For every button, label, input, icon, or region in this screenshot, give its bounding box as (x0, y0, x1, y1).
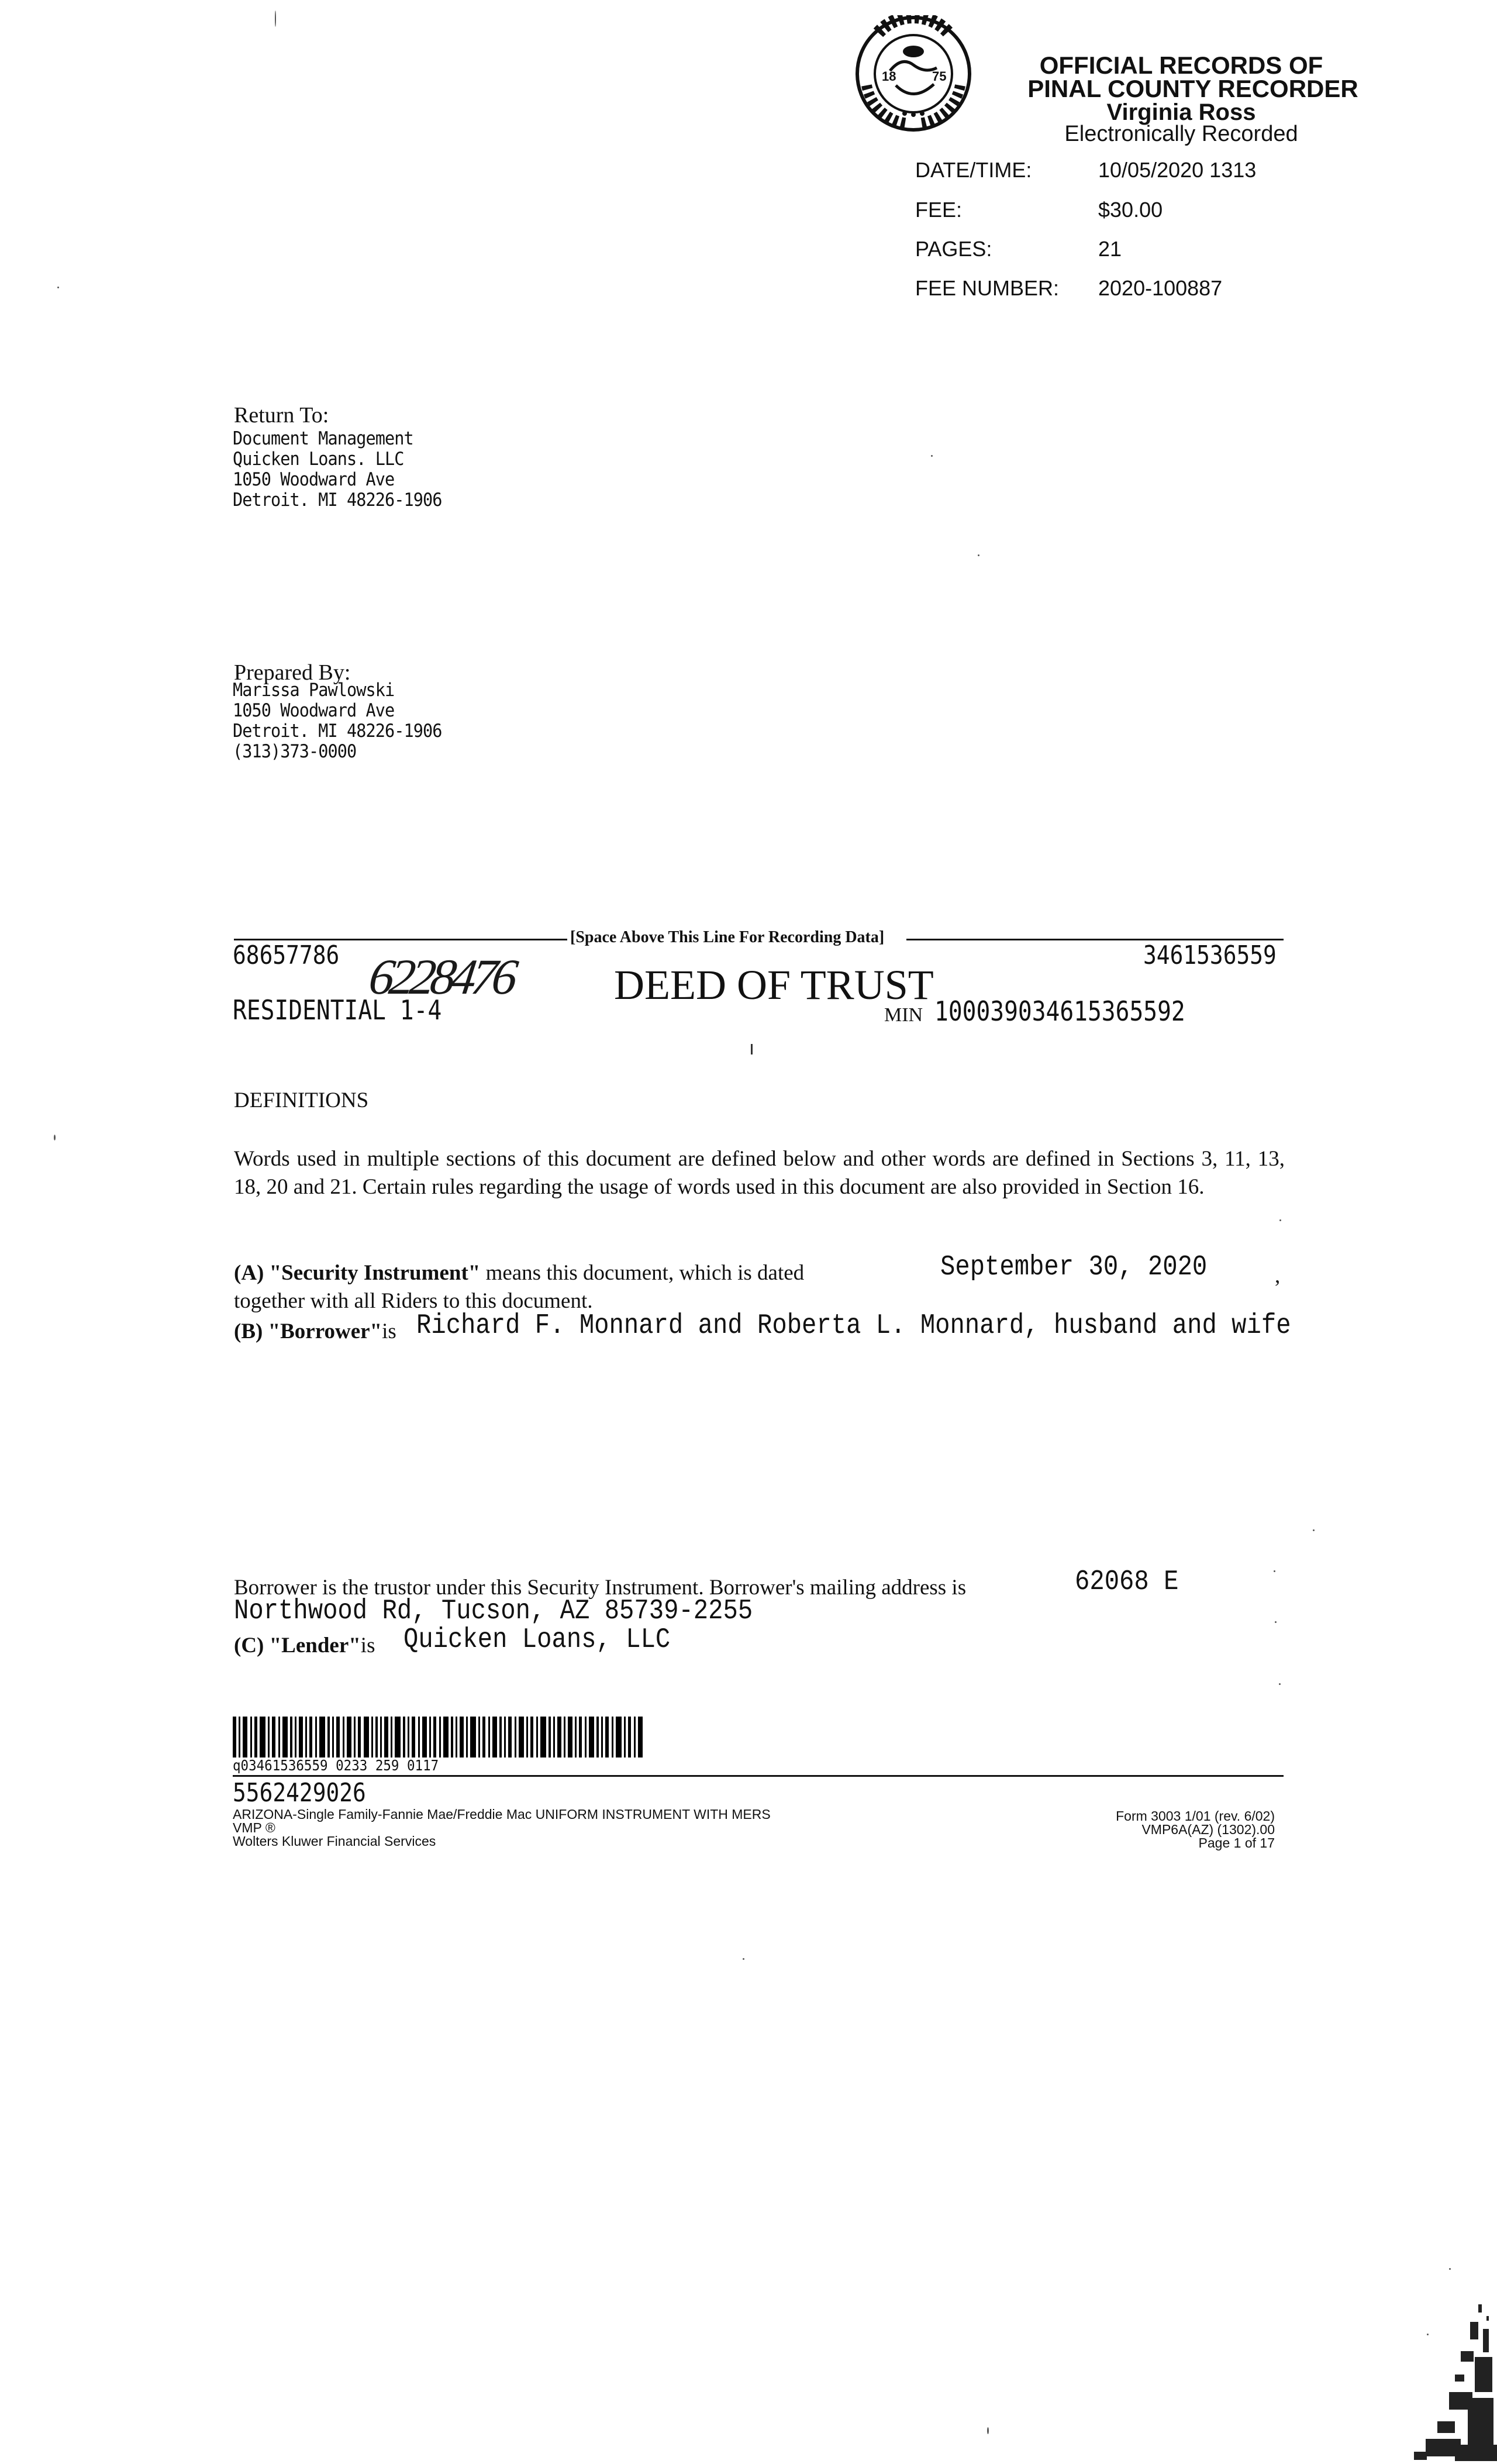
handwritten-number: 6228476 (365, 949, 517, 1005)
mailing-address-part1: 62068 E (1075, 1566, 1179, 1598)
footer-left-line2: VMP ® (233, 1820, 275, 1835)
scan-mark (1279, 1683, 1281, 1685)
definition-b (234, 1319, 396, 1344)
recorded-status: Electronically Recorded (1064, 122, 1298, 146)
county-seal (855, 15, 972, 132)
definition-b-is: is (382, 1319, 396, 1343)
footer-left-line3: Wolters Kluwer Financial Services (233, 1834, 436, 1849)
seal-year-right: 75 (932, 69, 947, 84)
meta-value-datetime: 10/05/2020 1313 (1098, 158, 1257, 182)
scan-mark (1274, 1570, 1275, 1572)
borrower-names: Richard F. Monnard and Roberta L. Monnard, husband and wife (416, 1310, 1291, 1342)
prepared-by-line: Marissa Pawlowski (233, 680, 395, 701)
county-seal-icon (855, 15, 972, 132)
return-to-heading: Return To: (234, 403, 329, 428)
scan-mark (1279, 1219, 1281, 1221)
tick-mark (751, 1044, 753, 1054)
loan-number: 5562429026 (233, 1778, 366, 1808)
scan-mark (1313, 1529, 1315, 1531)
mailing-address-part2: Northwood Rd, Tucson, AZ 85739-2255 (234, 1595, 753, 1627)
definition-c (234, 1633, 375, 1658)
lender-name: Quicken Loans, LLC (403, 1624, 671, 1656)
prepared-by-line: (313)373-0000 (233, 741, 357, 762)
page-indicator: Page 1 of 17 (1198, 1835, 1275, 1850)
meta-label-fee: FEE: (915, 198, 963, 222)
scan-mark (1449, 2268, 1451, 2270)
scan-mark (743, 1958, 744, 1960)
meta-value-fee-number: 2020-100887 (1098, 276, 1223, 300)
scan-mark (57, 287, 59, 288)
barcode-text: q03461536559 0233 259 0117 (233, 1757, 439, 1774)
left-number: 68657786 (233, 940, 340, 970)
barcode (233, 1717, 645, 1757)
scan-mark (978, 554, 979, 556)
prepared-by-heading: Prepared By: (234, 660, 351, 685)
security-instrument-date: September 30, 2020 (940, 1252, 1208, 1283)
meta-label-pages: PAGES: (915, 237, 992, 261)
definition-a (234, 1260, 804, 1286)
recorder-name: Virginia Ross (1106, 99, 1256, 125)
definition-c-is: is (360, 1634, 375, 1657)
meta-label-fee-number: FEE NUMBER: (915, 276, 1060, 300)
form-number: Form 3003 1/01 (rev. 6/02) (1116, 1808, 1275, 1824)
meta-value-pages: 21 (1098, 237, 1122, 261)
return-to-line: Quicken Loans. LLC (233, 449, 404, 470)
date-comma: , (1275, 1264, 1281, 1288)
prepared-by-line: 1050 Woodward Ave (233, 700, 395, 721)
definitions-heading: DEFINITIONS (234, 1088, 369, 1112)
min-number: 100039034615365592 (934, 995, 1185, 1027)
scan-mark (931, 455, 933, 457)
definitions-intro: Words used in multiple sections of this document are defined below and other words are defined in Sections 3, 11, 13, 18, 20 and 21. Certain rules regarding the usage of words used in this document are also provided in Section 16. (234, 1147, 1285, 1199)
vmp-form-code: VMP6A(AZ) (1302).00 (1141, 1822, 1275, 1837)
meta-value-fee: $30.00 (1098, 198, 1163, 222)
scan-mark (54, 1135, 56, 1140)
prepared-by-line: Detroit. MI 48226-1906 (233, 721, 442, 742)
recorder-title-line1: OFFICIAL RECORDS OF (1039, 51, 1323, 79)
definition-b-label: (B) "Borrower" (234, 1319, 382, 1343)
seal-year-left: 18 (882, 69, 896, 84)
barcode-icon (233, 1717, 645, 1757)
min-label: MIN (884, 1004, 923, 1026)
scan-mark (1275, 1621, 1277, 1623)
definition-c-label: (C) "Lender" (234, 1634, 361, 1657)
scan-mark (987, 2427, 989, 2434)
definition-a-cont: together with all Riders to this document. (234, 1289, 593, 1313)
footer-rule (233, 1775, 1284, 1777)
trustor-text: Borrower is the trustor under this Security Instrument. Borrower's mailing address is (234, 1576, 967, 1600)
definition-a-label: (A) "Security Instrument" (234, 1261, 481, 1285)
return-to-line: Detroit. MI 48226-1906 (233, 490, 442, 511)
return-to-line: Document Management (233, 428, 413, 449)
definition-a-text: means this document, which is dated (480, 1261, 805, 1285)
document-title: DEED OF TRUST (614, 962, 934, 1008)
scan-noise-corner (1414, 2298, 1497, 2461)
recording-line-label: [Space Above This Line For Recording Data] (570, 928, 885, 946)
recorder-title-line2: PINAL COUNTY RECORDER (1027, 75, 1358, 102)
right-number: 3461536559 (1143, 940, 1277, 970)
meta-label-datetime: DATE/TIME: (915, 158, 1032, 182)
scan-mark (275, 11, 276, 27)
residential-label: RESIDENTIAL 1-4 (233, 994, 442, 1026)
footer-left-line1: ARIZONA-Single Family-Fannie Mae/Freddie Mac UNIFORM INSTRUMENT WITH MERS (233, 1807, 771, 1822)
return-to-line: 1050 Woodward Ave (233, 469, 395, 490)
